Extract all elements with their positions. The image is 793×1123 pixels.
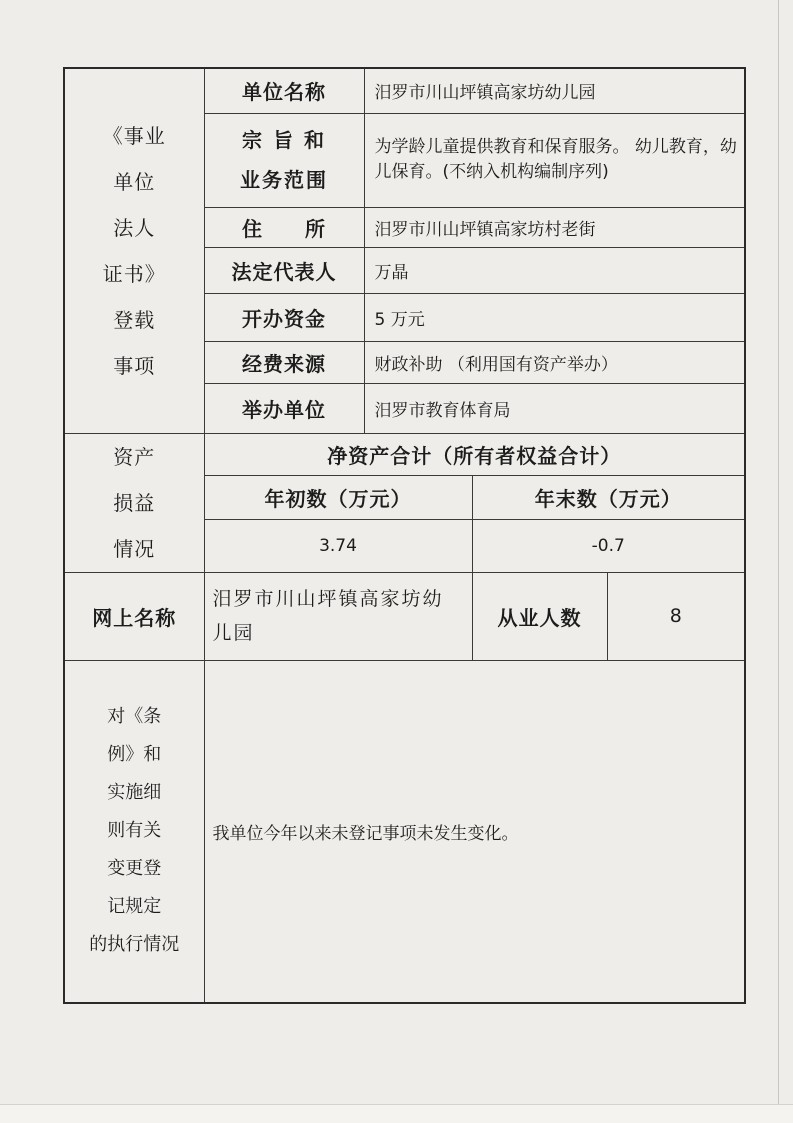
purpose-label-line: 宗 旨 和: [242, 128, 326, 152]
funding-source-label: 经费来源: [204, 341, 364, 383]
capital-label: 开办资金: [204, 293, 364, 341]
online-name-line: 汨罗市川山坪镇高家坊幼: [212, 588, 444, 610]
section-assets-label: [64, 433, 204, 572]
paper-edge: [778, 0, 779, 1122]
legal-label-line: 法人: [113, 215, 156, 240]
compliance-label-line: 记规定: [107, 896, 162, 918]
legal-label-line: 单位: [113, 169, 156, 194]
legal-label-line: 事项: [113, 353, 156, 378]
online-name-value: [204, 572, 472, 660]
legal-rep-label: 法定代表人: [204, 247, 364, 293]
address-label: 住 所: [204, 207, 364, 247]
legal-label-line: 证书》: [102, 261, 166, 286]
row-compliance: [64, 660, 745, 1003]
unit-name-value: 汨罗市川山坪镇高家坊幼儿园: [364, 68, 745, 113]
end-year-value: -0.7: [472, 519, 745, 572]
compliance-value: 我单位今年以来未登记事项未发生变化。: [204, 660, 745, 1003]
compliance-label-line: 变更登: [107, 858, 162, 880]
section-legal-certificate-label: [64, 68, 204, 433]
online-name-line: 儿园: [212, 622, 255, 644]
row-assets-header: [64, 433, 745, 476]
purpose-label-line: 业务范围: [240, 168, 328, 192]
row-unit-name: [64, 68, 745, 113]
legal-label-line: 登载: [113, 307, 156, 332]
online-name-label: 网上名称: [64, 572, 204, 660]
staff-count-value: 8: [607, 572, 745, 660]
purpose-value: 为学龄儿童提供教育和保育服务。 幼儿教育，幼儿保育。(不纳入机构编制序列): [364, 113, 745, 207]
compliance-label: [64, 660, 204, 1003]
assets-label-line: 损益: [113, 490, 156, 515]
paper-bottom-edge: [0, 1104, 793, 1123]
assets-label-line: 资产: [113, 444, 156, 469]
compliance-label-line: 的执行情况: [89, 934, 180, 956]
unit-name-label: 单位名称: [204, 68, 364, 113]
registration-table: [63, 67, 746, 1004]
address-value: 汨罗市川山坪镇高家坊村老街: [364, 207, 745, 247]
legal-label-line: 《事业: [102, 123, 166, 148]
sponsor-value: 汨罗市教育体育局: [364, 383, 745, 433]
end-year-label: 年末数（万元）: [472, 476, 745, 520]
row-online-name: [64, 572, 745, 660]
compliance-label-line: 对《条: [107, 706, 162, 728]
legal-rep-value: 万晶: [364, 247, 745, 293]
sponsor-label: 举办单位: [204, 383, 364, 433]
funding-source-value: 财政补助 （利用国有资产举办）: [364, 341, 745, 383]
compliance-label-line: 例》和: [107, 744, 162, 766]
compliance-label-line: 则有关: [107, 820, 162, 842]
purpose-label: [204, 113, 364, 207]
begin-year-value: 3.74: [204, 519, 472, 572]
assets-label-line: 情况: [113, 536, 156, 561]
staff-count-label: 从业人数: [472, 572, 607, 660]
net-assets-header: 净资产合计（所有者权益合计）: [204, 433, 745, 476]
capital-value: 5 万元: [364, 293, 745, 341]
compliance-label-line: 实施细: [107, 782, 162, 804]
begin-year-label: 年初数（万元）: [204, 476, 472, 520]
